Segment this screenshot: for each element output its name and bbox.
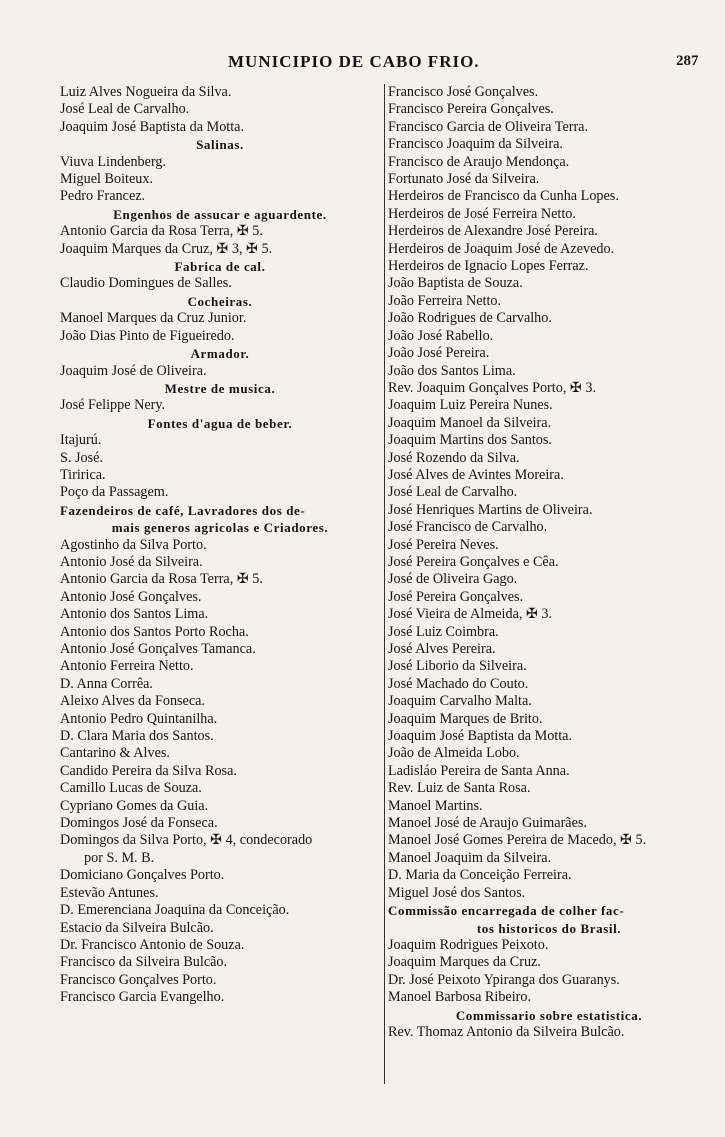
list-item: Camillo Lucas de Souza. — [60, 780, 202, 797]
list-item: Francisco da Silveira Bulcão. — [60, 954, 228, 971]
list-item: Joaquim Luiz Pereira Nunes. — [388, 397, 553, 414]
list-item: Antonio José Gonçalves Tamanca. — [60, 641, 256, 657]
list-item: Herdeiros de Joaquim José de Azevedo. — [388, 240, 615, 257]
list-item: Miguel Boiteux. — [60, 171, 154, 188]
section-heading: Cocheiras. — [187, 293, 253, 309]
list-item: Fortunato José da Silveira. — [388, 171, 540, 188]
list-item: Manoel Martins. — [388, 797, 483, 814]
list-item: Joaquim Martins dos Santos. — [388, 432, 552, 449]
list-item: D. Maria da Conceição Ferreira. — [388, 867, 572, 884]
list-item: Joaquim José Baptista da Motta. — [388, 728, 573, 745]
list-item: José Liborio da Silveira. — [388, 658, 527, 675]
list-item: Poço da Passagem. — [60, 484, 169, 501]
left-column — [60, 84, 380, 1007]
page-header — [0, 52, 725, 76]
list-item: Joaquim José Baptista da Motta. — [60, 118, 245, 135]
list-item: Claudio Domingues de Salles. — [60, 275, 232, 292]
list-item: Antonio dos Santos Lima. — [60, 606, 209, 623]
list-item: Ladisláo Pereira de Santa Anna. — [388, 762, 570, 779]
list-item: José Alves de Avintes Moreira. — [388, 466, 564, 483]
list-item: João Dias Pinto de Figueiredo. — [60, 327, 235, 344]
list-item: Rev. Luiz de Santa Rosa. — [388, 780, 531, 797]
list-item: José Vieira de Almeida, ✠ 3. — [388, 606, 553, 623]
section-heading: mais generos agricolas e Criadores. — [111, 520, 329, 536]
right-column — [386, 84, 710, 1041]
list-item: Joaquim José de Oliveira. — [60, 362, 207, 379]
list-item: Joaquim Marques da Cruz, ✠ 3, ✠ 5. — [60, 240, 273, 257]
list-item: Dr. José Peixoto Ypiranga dos Guaranys. — [388, 971, 620, 988]
list-item: Antonio dos Santos Porto Rocha. — [60, 623, 249, 640]
list-item: Francisco José Gonçalves. — [388, 84, 539, 100]
list-item: Herdeiros de Alexandre José Pereira. — [388, 223, 598, 240]
section-heading: Fazendeiros de café, Lavradores dos de- — [60, 502, 306, 518]
list-item: Francisco Gonçalves Porto. — [60, 971, 217, 988]
list-item: Dr. Francisco Antonio de Souza. — [60, 936, 245, 953]
list-item: Joaquim Manoel da Silveira. — [388, 414, 552, 431]
list-item: Herdeiros de Ignacio Lopes Ferraz. — [388, 258, 589, 275]
list-item: José Alves Pereira. — [388, 641, 496, 657]
section-heading: Fontes d'agua de beber. — [147, 415, 293, 431]
list-item: Herdeiros de José Ferreira Netto. — [388, 205, 576, 222]
section-heading: Commissario sobre estatistica. — [455, 1007, 643, 1023]
section-heading: Commissão encarregada de colher fac- — [388, 903, 625, 919]
section-heading: tos historicos do Brasil. — [476, 920, 622, 936]
list-item: José Pereira Neves. — [388, 536, 499, 553]
list-item: Domingos José da Fonseca. — [60, 815, 218, 832]
list-item: João de Almeida Lobo. — [388, 745, 520, 762]
list-item: Cypriano Gomes da Guia. — [60, 797, 209, 814]
list-item: Antonio Garcia da Rosa Terra, ✠ 5. — [60, 571, 263, 588]
section-heading: Salinas. — [196, 137, 244, 153]
list-item: Joaquim Marques da Cruz. — [388, 954, 541, 971]
list-item: D. Clara Maria dos Santos. — [60, 728, 214, 745]
list-item: Francisco Garcia Evangelho. — [60, 989, 225, 1006]
list-item: Manoel José de Araujo Guimarães. — [388, 815, 587, 832]
list-item: José de Oliveira Gago. — [388, 571, 518, 588]
list-item: João Rodrigues de Carvalho. — [388, 310, 552, 327]
section-heading: Engenhos de assucar e aguardente. — [113, 206, 327, 222]
list-item: Estacio da Silveira Bulcão. — [60, 919, 214, 936]
list-item: Antonio Pedro Quintanilha. — [60, 710, 218, 727]
list-item: Antonio José Gonçalves. — [60, 588, 202, 605]
list-item: Manoel Marques da Cruz Junior. — [60, 310, 247, 327]
column-divider — [384, 84, 385, 1084]
list-item: João Ferreira Netto. — [388, 292, 502, 309]
section-heading: Mestre de musica. — [164, 380, 276, 396]
list-item: Francisco Joaquim da Silveira. — [388, 136, 563, 153]
list-item: José Francisco de Carvalho. — [388, 519, 548, 536]
list-item: Francisco Pereira Gonçalves. — [388, 101, 554, 118]
list-item: Estevão Antunes. — [60, 884, 159, 901]
list-item: José Luiz Coimbra. — [388, 623, 499, 640]
list-item: Agostinho da Silva Porto. — [60, 536, 207, 553]
list-item: Joaquim Rodrigues Peixoto. — [388, 936, 549, 953]
list-item: João José Rabello. — [388, 327, 494, 344]
list-item: Antonio José da Silveira. — [60, 553, 203, 570]
list-item: Candido Pereira da Silva Rosa. — [60, 762, 237, 779]
list-item: José Leal de Carvalho. — [388, 484, 518, 501]
section-heading: Armador. — [190, 346, 250, 362]
page-title: MUNICIPIO DE CABO FRIO. — [228, 52, 480, 71]
list-item: Antonio Garcia da Rosa Terra, ✠ 5. — [60, 223, 263, 240]
list-item: Manoel Barbosa Ribeiro. — [388, 989, 532, 1006]
list-item: Domingos da Silva Porto, ✠ 4, condecorado — [60, 832, 313, 849]
list-item: João dos Santos Lima. — [388, 362, 516, 379]
list-item: Aleixo Alves da Fonseca. — [60, 693, 205, 710]
list-item: Luiz Alves Nogueira da Silva. — [60, 84, 232, 100]
list-item: José Leal de Carvalho. — [60, 101, 190, 118]
list-item: Viuva Lindenberg. — [60, 153, 167, 170]
list-item: D. Anna Corrêa. — [60, 675, 153, 692]
list-item: Herdeiros de Francisco da Cunha Lopes. — [388, 188, 619, 205]
list-item: Pedro Francez. — [60, 188, 146, 205]
list-item: Domiciano Gonçalves Porto. — [60, 867, 225, 884]
section-heading: Fabrica de cal. — [174, 259, 266, 275]
list-item: João Baptista de Souza. — [388, 275, 523, 292]
list-item: Manoel José Gomes Pereira de Macedo, ✠ 5. — [388, 832, 647, 849]
list-item: José Rozendo da Silva. — [388, 449, 520, 466]
list-item: D. Emerenciana Joaquina da Conceição. — [60, 902, 290, 919]
page-number: 287 — [676, 53, 699, 69]
list-item: Manoel Joaquim da Silveira. — [388, 849, 552, 866]
list-item: José Pereira Gonçalves. — [388, 588, 524, 605]
list-item-continuation: por S. M. B. — [84, 849, 155, 866]
list-item: Miguel José dos Santos. — [388, 884, 526, 901]
list-item: Francisco de Araujo Mendonça. — [388, 153, 570, 170]
list-item: Tiririca. — [60, 466, 106, 483]
list-item: José Henriques Martins de Oliveira. — [388, 501, 593, 518]
list-item: João José Pereira. — [388, 345, 490, 362]
list-item: José Pereira Gonçalves e Cêa. — [388, 553, 559, 570]
list-item: Joaquim Marques de Brito. — [388, 710, 543, 727]
list-item: Joaquim Carvalho Malta. — [388, 693, 532, 710]
list-item: Francisco Garcia de Oliveira Terra. — [388, 118, 589, 135]
list-item: Antonio Ferreira Netto. — [60, 658, 194, 675]
list-item: José Machado do Couto. — [388, 675, 529, 692]
list-item: José Felippe Nery. — [60, 397, 166, 414]
list-item: Itajurú. — [60, 432, 102, 449]
list-item: Cantarino & Alves. — [60, 745, 170, 762]
list-item: S. José. — [60, 449, 103, 466]
list-item: Rev. Thomaz Antonio da Silveira Bulcão. — [388, 1023, 625, 1040]
list-item: Rev. Joaquim Gonçalves Porto, ✠ 3. — [388, 379, 596, 396]
